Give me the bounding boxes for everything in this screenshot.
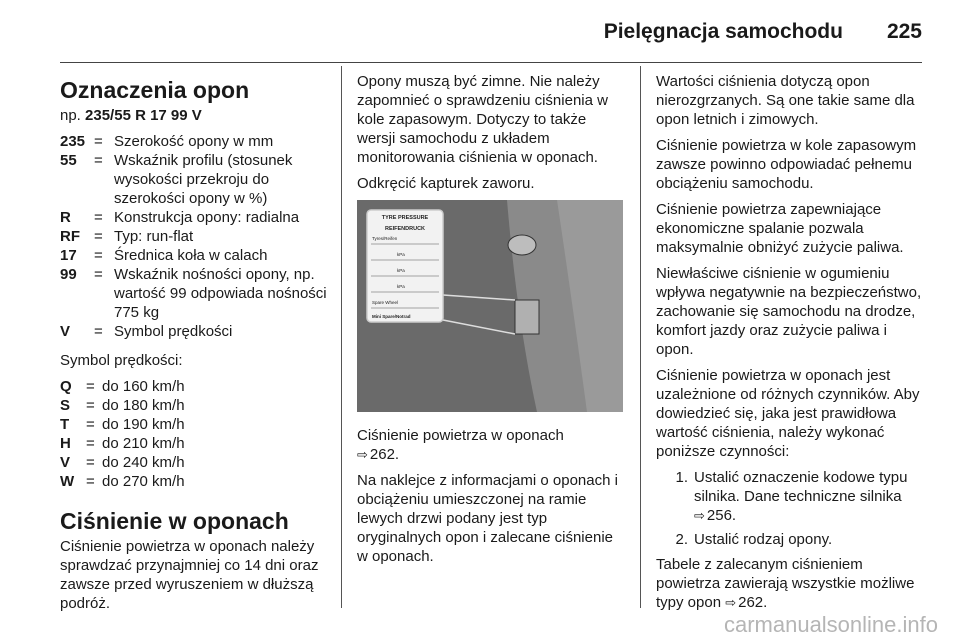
definition-row [60, 246, 328, 265]
column-2 [357, 72, 627, 573]
speed-row [60, 472, 328, 491]
label-unit: kPa [397, 284, 405, 289]
column-1 [60, 72, 328, 620]
definition-key: R [60, 209, 71, 226]
definition-value: Średnica koła w calach [114, 247, 268, 264]
procedure-steps [656, 468, 926, 549]
definition-value: Konstrukcja opony: radialna [114, 209, 300, 226]
reference-arrow-icon: ⇨ [357, 447, 368, 462]
page-reference: 262. [738, 594, 768, 611]
paragraph: Wartości ciśnienia dotyczą opon nierozgrzanych. Są one takie same dla opon letnich i zimowych. [656, 73, 915, 128]
equals-sign: = [94, 133, 103, 150]
speed-key: T [60, 416, 70, 433]
equals-sign: = [94, 266, 103, 283]
speed-value: do 190 km/h [102, 416, 185, 433]
page-reference: 262. [369, 446, 400, 463]
equals-sign: = [94, 152, 103, 169]
list-item [656, 468, 926, 525]
reference-text: Ciśnienie powietrza w oponach [357, 427, 564, 444]
tyre-pressure-label-illustration [357, 200, 623, 412]
equals-sign: = [86, 397, 95, 414]
label-row-mini-spare: Mini Spare/Notrad [372, 314, 411, 319]
speed-key: Q [60, 378, 72, 395]
definition-value: Symbol prędkości [114, 323, 233, 340]
equals-sign: = [94, 247, 103, 264]
speed-value: do 270 km/h [102, 473, 185, 490]
list-item [656, 530, 926, 549]
paragraph: Ciśnienie powietrza w oponach należy sprawdzać przynajmniej co 14 dni oraz zawsze przed wyruszeniem w dłuższą podróż. [60, 538, 319, 612]
speed-value: do 240 km/h [102, 454, 185, 471]
page-header [60, 12, 922, 52]
reference-arrow-icon: ⇨ [694, 508, 705, 523]
definition-key: 235 [60, 133, 86, 150]
step-number: 1. [675, 469, 688, 486]
heading-tyre-markings: Oznaczenia opon [60, 77, 250, 103]
example-prefix: np. [60, 107, 81, 124]
label-unit: kPa [397, 252, 405, 257]
reference-text: Tabele z zalecanym ciśnieniem powietrza zawierają wszystkie możliwe typy opon [656, 556, 915, 611]
equals-sign: = [86, 435, 95, 452]
paragraph: Ciśnienie powietrza zapewniające ekonomiczne spalanie pozwala maksymalnie obniżyć zużycie paliwa. [656, 201, 904, 256]
step-text [694, 468, 926, 525]
definition-value: Wskaźnik profilu (stosunek wysokości przekroju do szerokości opony w %) [114, 152, 293, 207]
label-title-en: TYRE PRESSURE [381, 215, 429, 221]
definition-row [60, 265, 328, 322]
page-number: 225 [886, 20, 922, 43]
equals-sign: = [86, 378, 95, 395]
heading-tyre-pressure: Ciśnienie w oponach [60, 508, 289, 534]
speed-key: S [60, 397, 71, 414]
speed-row [60, 377, 328, 396]
equals-sign: = [94, 209, 103, 226]
equals-sign: = [86, 454, 95, 471]
speed-value: do 160 km/h [102, 378, 185, 395]
speed-symbol-list [60, 377, 328, 491]
column-3 [656, 72, 926, 619]
reference-arrow-icon: ⇨ [725, 595, 737, 610]
definition-key: 17 [60, 247, 77, 264]
definition-key: 99 [60, 266, 77, 283]
paragraph: Odkręcić kapturek zaworu. [357, 175, 535, 192]
running-title: Pielęgnacja samochodu [603, 20, 843, 43]
watermark: carmanualsonline.info [723, 612, 938, 637]
speed-intro: Symbol prędkości: [60, 352, 183, 369]
equals-sign: = [94, 323, 103, 340]
speed-key: W [60, 473, 75, 490]
speed-key: H [60, 435, 71, 452]
example-line [60, 106, 328, 125]
paragraph-with-reference [656, 555, 926, 612]
definition-row [60, 132, 328, 151]
paragraph: Ciśnienie powietrza w oponach jest uzależnione od różnych czynników. Aby dowiedzieć się, jaka jest prawidłowa wartość ciśnienia, należy wykonać poniższe czynności: [656, 367, 920, 460]
speed-row [60, 434, 328, 453]
speed-row [60, 453, 328, 472]
header-rule [60, 62, 922, 63]
step-label: Ustalić rodzaj opony. [694, 531, 833, 548]
label-row-tyres: Tyres/Reifen [372, 236, 398, 241]
definition-key: V [60, 323, 71, 340]
equals-sign: = [94, 228, 103, 245]
paragraph: Niewłaściwe ciśnienie w ogumieniu wpływa negatywnie na bezpieczeństwo, zachowanie się samochodu na drodze, komfort jazdy oraz zużycie paliwa i opon. [656, 265, 922, 358]
definition-value: Wskaźnik nośności opony, np. wartość 99 odpowiada nośności 775 kg [114, 266, 327, 321]
equals-sign: = [86, 473, 95, 490]
speed-key: V [60, 454, 71, 471]
label-title-de: REIFENDRUCK [384, 226, 426, 232]
label-row-spare: Spare Wheel [372, 300, 399, 305]
definition-value: Typ: run-flat [114, 228, 194, 245]
speed-value: do 180 km/h [102, 397, 185, 414]
example-code: 235/55 R 17 99 V [85, 107, 202, 124]
paragraph: Na naklejce z informacjami o oponach i obciążeniu umieszczonej na ramie lewych drzwi podany jest typ oryginalnych opon i zalecane ciśnienie w oponach. [357, 472, 618, 565]
definition-row [60, 227, 328, 246]
definition-value: Szerokość opony w mm [114, 133, 274, 150]
definition-key: 55 [60, 152, 77, 169]
column-divider-2 [640, 66, 641, 608]
door-frame-drawing [357, 200, 623, 412]
definition-key: RF [60, 228, 80, 245]
column-divider-1 [341, 66, 342, 608]
step-label: Ustalić oznaczenie kodowe typu silnika. Dane techniczne silnika [694, 469, 908, 505]
speed-row [60, 415, 328, 434]
definition-row [60, 322, 328, 341]
speed-row [60, 396, 328, 415]
paragraph-with-reference [357, 426, 627, 464]
step-number: 2. [675, 531, 688, 548]
definition-row [60, 151, 328, 208]
speed-value: do 210 km/h [102, 435, 185, 452]
equals-sign: = [86, 416, 95, 433]
label-unit: kPa [397, 268, 405, 273]
paragraph: Opony muszą być zimne. Nie należy zapomnieć o sprawdzeniu ciśnienia w kole zapasowym. Dotyczy to także wersji samochodu z układem monitorowania ciśnienia w oponach. [357, 73, 608, 166]
tyre-code-definitions [60, 132, 328, 341]
page-reference: 256. [706, 507, 737, 524]
definition-row [60, 208, 328, 227]
paragraph: Ciśnienie powietrza w kole zapasowym zawsze powinno odpowiadać pełnemu obciążeniu samochodu. [656, 137, 917, 192]
